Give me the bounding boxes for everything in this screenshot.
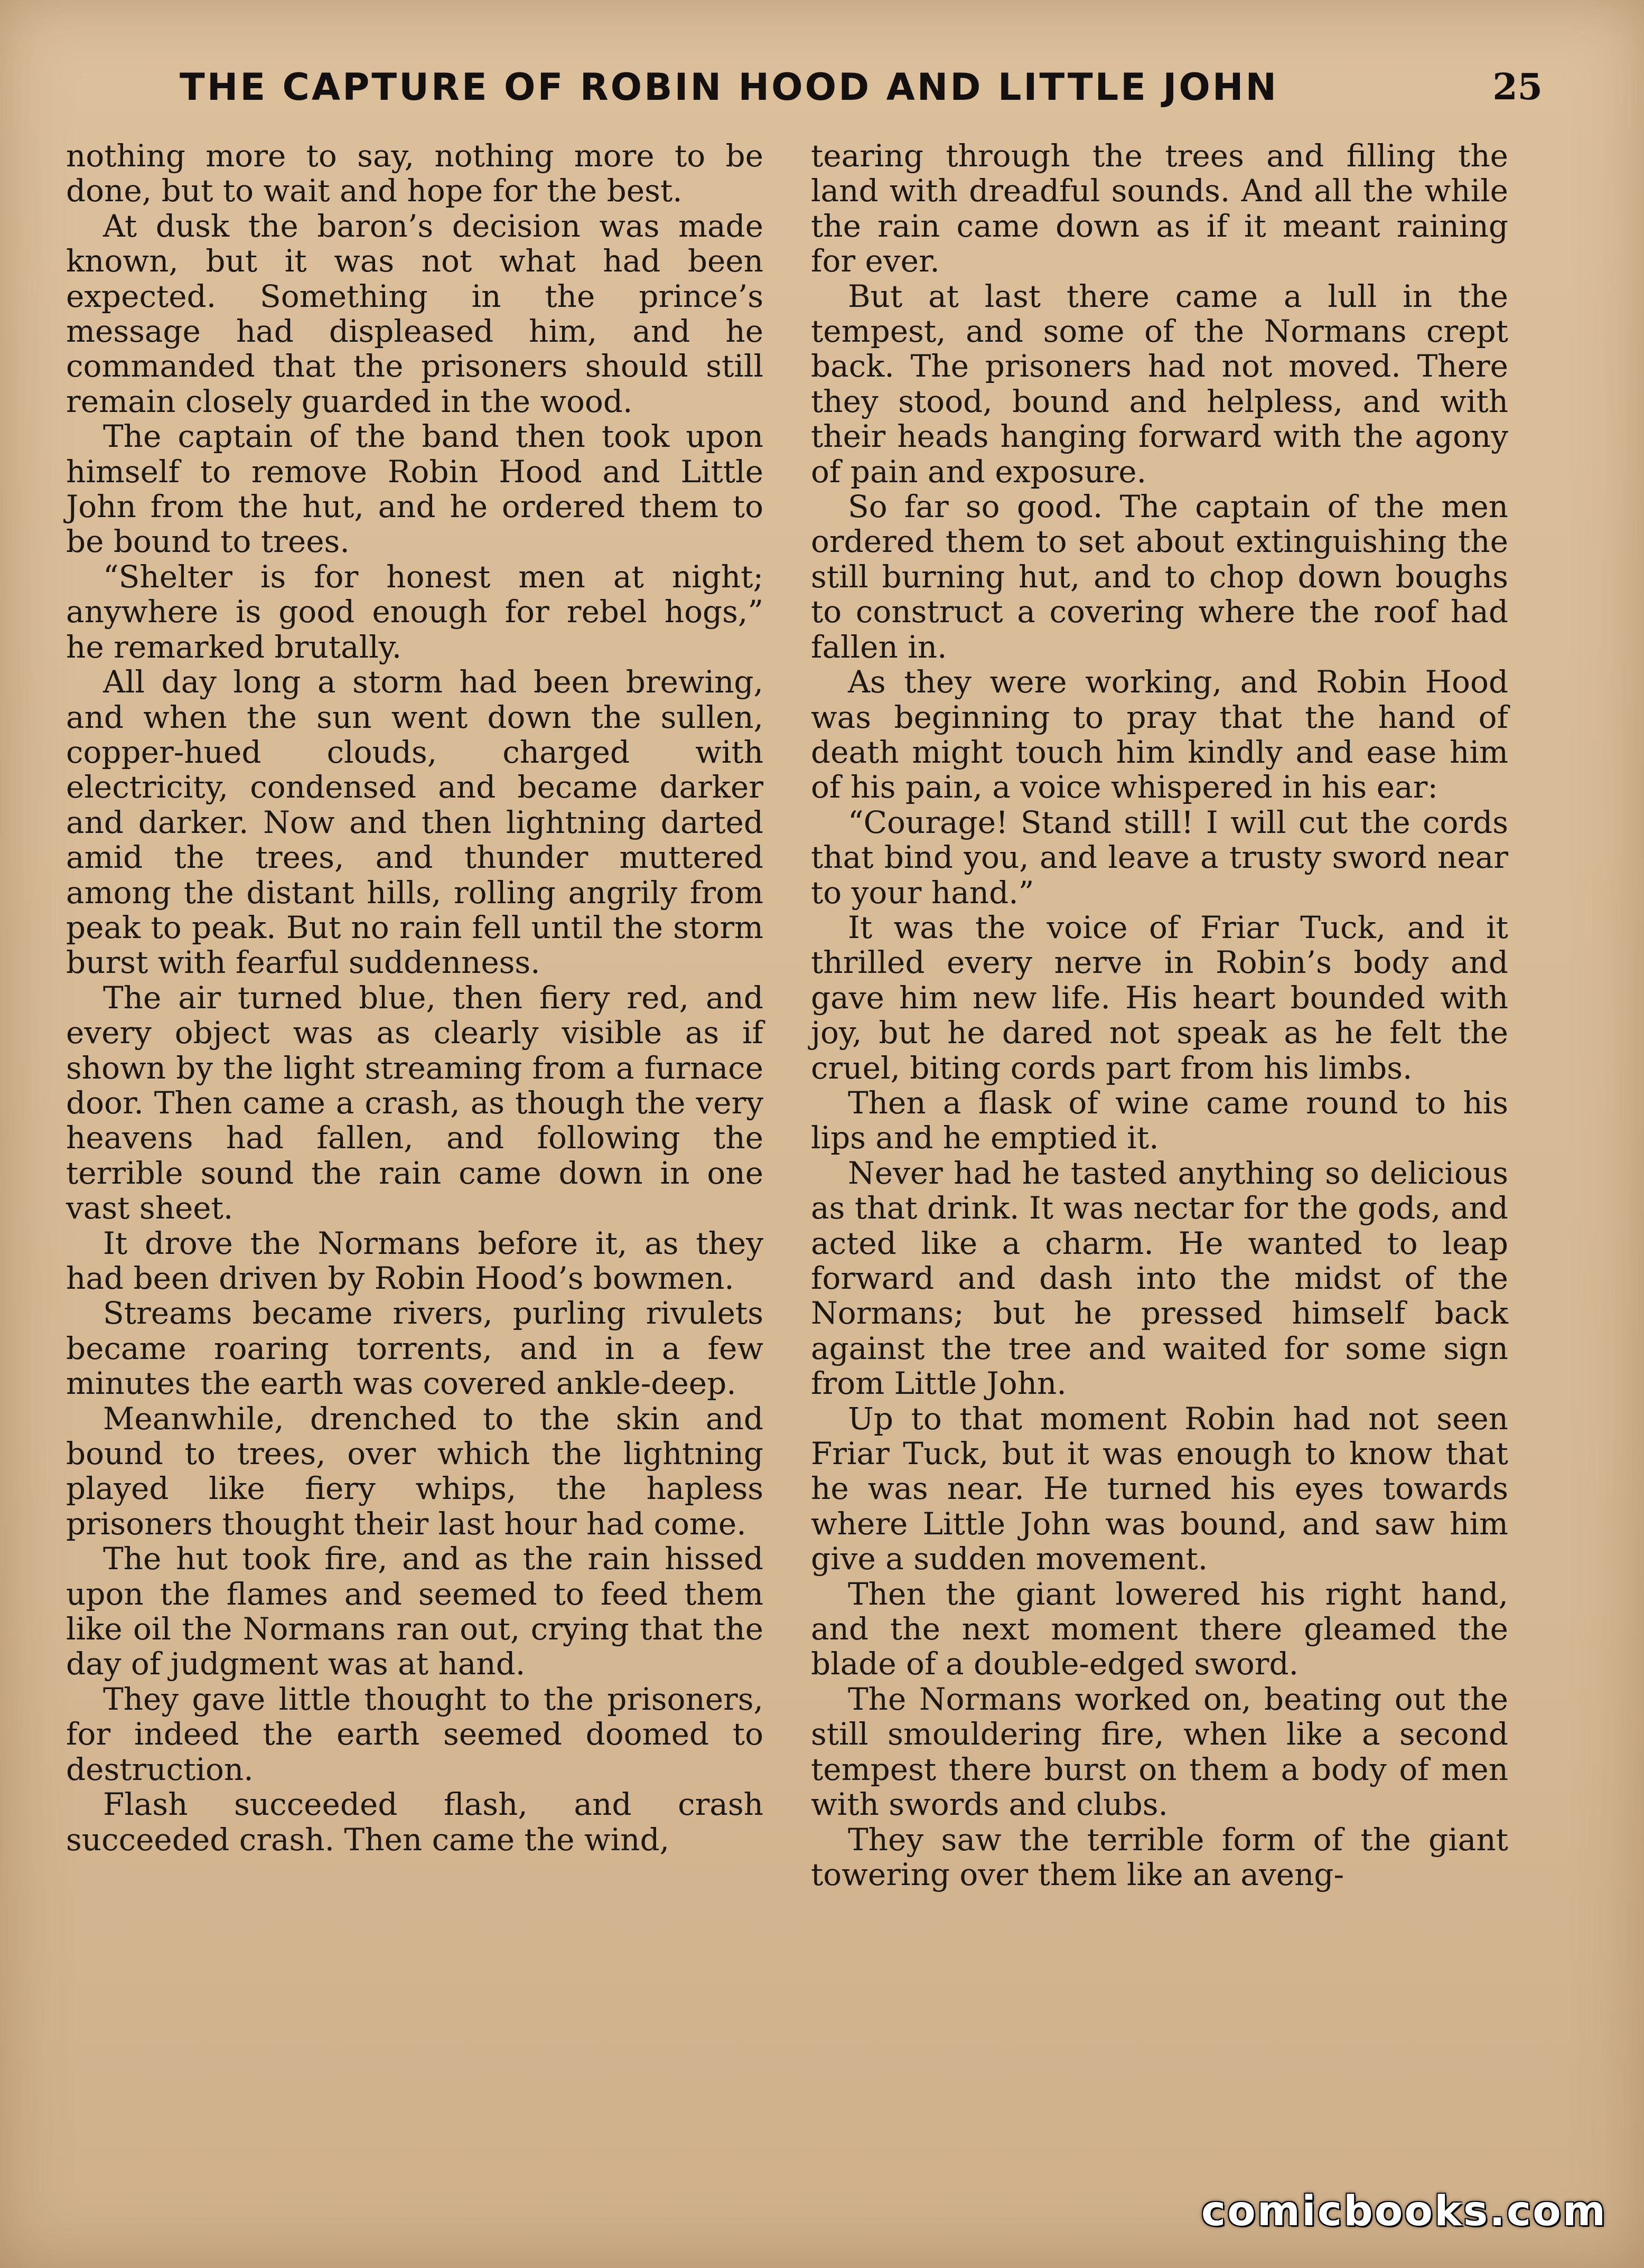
chapter-title: THE CAPTURE OF ROBIN HOOD AND LITTLE JOHN	[180, 65, 1279, 109]
paragraph: The captain of the band then took upon himself to remove Robin Hood and Little John from the hut, and he ordered them to be bound to trees.	[66, 418, 763, 560]
paragraph: Then the giant lowered his right hand, and the next moment there gleamed the blade of a double-edged sword.	[811, 1576, 1508, 1682]
paragraph: Then a flask of wine came round to his lips and he emptied it.	[811, 1084, 1508, 1156]
paragraph: At dusk the baron’s decision was made known, but it was not what had been expected. Something in the prince’s message had displeased him, and he commanded that the prisoners should still remain closely guarded in the wood.	[66, 208, 763, 419]
paragraph: But at last there came a lull in the tempest, and some of the Normans crept back. The prisoners had not moved. There they stood, bound and helpless, and with their heads hanging forward with the agony of pain and exposure.	[811, 278, 1508, 490]
paragraph: The Normans worked on, beating out the still smouldering fire, when like a second tempest there burst on them a body of men with swords and clubs.	[811, 1681, 1508, 1823]
paragraph: It drove the Normans before it, as they had been driven by Robin Hood’s bowmen.	[66, 1225, 763, 1296]
page-number: 25	[1492, 66, 1543, 108]
running-header	[180, 58, 1543, 116]
paragraph: The air turned blue, then fiery red, and every object was as clearly visible as if shown by the light streaming from a furnace door. Then came a crash, as though the very heavens had fallen, and following the terrible sound the rain came down in one vast sheet.	[66, 979, 763, 1226]
paragraph: So far so good. The captain of the men ordered them to set about extinguishing the still burning hut, and to chop down boughs to construct a covering where the roof had fallen in.	[811, 489, 1508, 665]
paragraph: “Shelter is for honest men at night; anywhere is good enough for rebel hogs,” he remarked brutally.	[66, 558, 763, 665]
left-column	[66, 138, 763, 1857]
paragraph: Meanwhile, drenched to the skin and bound to trees, over which the lightning played like fiery whips, the hapless prisoners thought their last hour had come.	[66, 1400, 763, 1542]
right-column	[811, 138, 1508, 1892]
paragraph: tearing through the trees and filling the land with dreadful sounds. And all the while the rain came down as if it meant raining for ever.	[811, 138, 1508, 279]
paragraph: The hut took fire, and as the rain hissed upon the flames and seemed to feed them like oil the Normans ran out, crying that the day of judgment was at hand.	[66, 1541, 763, 1682]
paragraph: Never had he tasted anything so delicious as that drink. It was nectar for the gods, and acted like a charm. He wanted to leap forward and dash into the midst of the Normans; but he pressed himself back against the tree and waited for some sign from Little John.	[811, 1155, 1508, 1402]
paragraph: They gave little thought to the prisoners, for indeed the earth seemed doomed to destruction.	[66, 1681, 763, 1787]
paragraph: Flash succeeded flash, and crash succeeded crash. Then came the wind,	[66, 1786, 763, 1858]
watermark-text: comicbooks.com	[1201, 2188, 1607, 2235]
paragraph: All day long a storm had been brewing, and when the sun went down the sullen, copper-hued clouds, charged with electricity, condensed and became darker and darker. Now and then lightning darted amid the trees, and thunder muttered among the distant hills, rolling angrily from peak to peak. But no rain fell until the storm burst with fearful suddenness.	[66, 664, 763, 981]
paragraph: It was the voice of Friar Tuck, and it thrilled every nerve in Robin’s body and gave him new life. His heart bounded with joy, but he dared not speak as he felt the cruel, biting cords part from his limbs.	[811, 909, 1508, 1086]
paragraph: Up to that moment Robin had not seen Friar Tuck, but it was enough to know that he was near. He turned his eyes towards where Little John was bound, and saw him give a sudden movement.	[811, 1400, 1508, 1577]
paragraph: “Courage! Stand still! I will cut the cords that bind you, and leave a trusty sword near to your hand.”	[811, 804, 1508, 911]
paragraph: They saw the terrible form of the giant towering over them like an aveng-	[811, 1821, 1508, 1892]
paragraph: nothing more to say, nothing more to be done, but to wait and hope for the best.	[66, 138, 763, 209]
paragraph: Streams became rivers, purling rivulets became roaring torrents, and in a few minutes the earth was covered ankle-deep.	[66, 1295, 763, 1402]
paragraph: As they were working, and Robin Hood was beginning to pray that the hand of death might touch him kindly and ease him of his pain, a voice whispered in his ear:	[811, 664, 1508, 805]
